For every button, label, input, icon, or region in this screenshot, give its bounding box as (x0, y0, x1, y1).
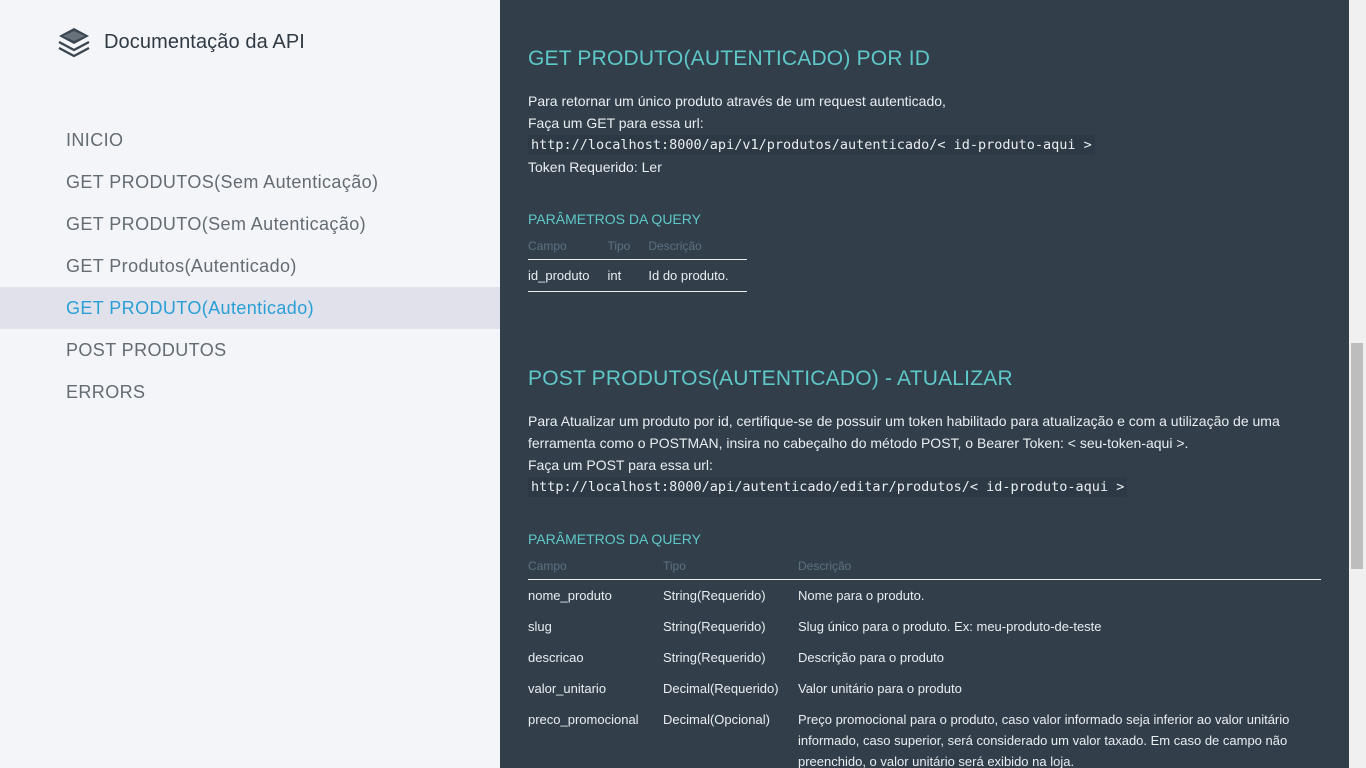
brand[interactable] (56, 24, 305, 60)
sidebar-item[interactable]: POST PRODUTOS (66, 340, 227, 360)
sidebar-item[interactable]: INICIO (66, 130, 124, 150)
table-row (528, 673, 1321, 704)
section-get-produto-autenticado (528, 47, 1321, 292)
section-title: POST PRODUTOS(AUTENTICADO) - ATUALIZAR (528, 367, 1013, 390)
description-line: Faça um GET para essa url: (528, 115, 704, 131)
description-line: Para retornar um único produto através de um request autenticado, (528, 93, 946, 109)
sidebar-item[interactable]: GET PRODUTO(Autenticado) (0, 287, 500, 329)
cell-campo: preco_promocional (528, 711, 639, 727)
section-title: GET PRODUTO(AUTENTICADO) POR ID (528, 47, 931, 70)
table-row (528, 704, 1321, 768)
cell-campo: nome_produto (528, 588, 612, 603)
cell-descricao: Slug único para o produto. Ex: meu-produto-de-teste (798, 618, 1102, 634)
sidebar-item[interactable]: GET PRODUTO(Sem Autenticação) (66, 214, 367, 234)
cell-tipo: Decimal(Requerido) (663, 680, 779, 696)
col-header: Campo (528, 239, 607, 260)
table-row (528, 611, 1321, 642)
col-header: Descrição (648, 239, 746, 260)
cell-descricao: Preço promocional para o produto, caso valor informado seja inferior ao valor unitário informado, caso superior, será considerado um valor taxado. Em caso de campo não preenchido, o valor unitário será exibido na loja. (798, 711, 1290, 768)
token-requirement: Token Requerido: Ler (528, 159, 662, 175)
cell-tipo: String(Requerido) (663, 588, 766, 603)
cell-descricao: Nome para o produto. (798, 588, 925, 603)
table-row (528, 642, 1321, 673)
cell-tipo: String(Requerido) (663, 649, 766, 665)
cell-tipo: Decimal(Opcional) (663, 711, 770, 727)
col-header: Campo (528, 559, 663, 580)
table-row (528, 580, 1321, 611)
sidebar-item[interactable]: GET PRODUTOS(Sem Autenticação) (66, 172, 379, 192)
params-title: PARÂMETROS DA QUERY (528, 211, 701, 227)
cell-tipo: String(Requerido) (663, 618, 766, 634)
cell-campo: slug (528, 618, 552, 634)
cell-campo: descricao (528, 649, 584, 665)
cell-tipo: int (607, 268, 622, 283)
sidebar-item[interactable]: GET Produtos(Autenticado) (66, 256, 297, 276)
params-title: PARÂMETROS DA QUERY (528, 531, 701, 547)
params-table (528, 559, 1321, 768)
sidebar-item[interactable]: ERRORS (66, 382, 146, 402)
cell-descricao: Descrição para o produto (798, 649, 944, 665)
layers-icon (56, 24, 92, 60)
col-header: Descrição (798, 559, 1321, 580)
sidebar-nav (0, 119, 500, 413)
description-paragraph: Para Atualizar um produto por id, certifique-se de possuir um token habilitado para atualização e com a utilização de uma ferramenta como o POSTMAN, insira no cabeçalho do método POST, o Bearer Token: < seu-token-aqui >. (528, 413, 1280, 451)
brand-title: Documentação da API (104, 30, 305, 53)
cell-descricao: Id do produto. (648, 268, 729, 283)
cell-descricao: Valor unitário para o produto (798, 680, 962, 696)
table-row (528, 260, 747, 292)
description-line: Faça um POST para essa url: (528, 457, 713, 473)
col-header: Tipo (607, 239, 648, 260)
section-post-produtos-atualizar (528, 367, 1321, 768)
endpoint-url[interactable]: http://localhost:8000/api/v1/produtos/autenticado/< id-produto-aqui > (528, 135, 1095, 155)
cell-campo: id_produto (528, 268, 590, 283)
sidebar (0, 0, 500, 768)
scrollbar-thumb[interactable] (1351, 343, 1363, 569)
params-table (528, 239, 747, 292)
col-header: Tipo (663, 559, 798, 580)
main-content (500, 0, 1349, 768)
cell-campo: valor_unitario (528, 680, 607, 696)
endpoint-url[interactable]: http://localhost:8000/api/autenticado/editar/produtos/< id-produto-aqui > (528, 477, 1127, 497)
